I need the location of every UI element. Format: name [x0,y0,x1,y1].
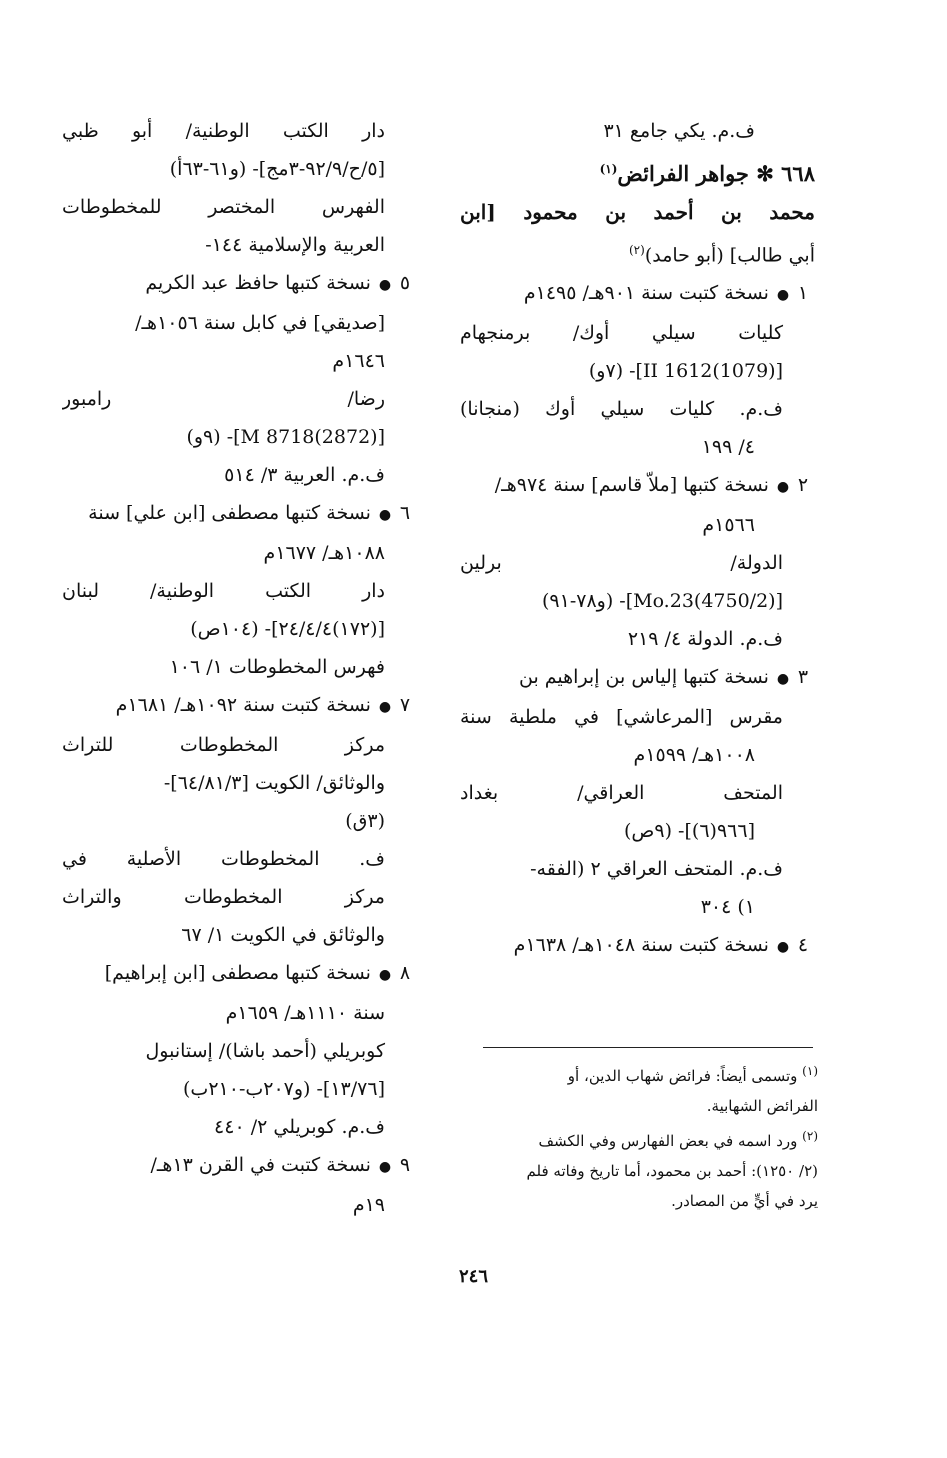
library-line: المتحف العراقي/ بغداد [460,782,783,805]
entry-title: جواهر الفرائض [617,161,749,186]
catalog-line: ف.م. العربية ٣/ ٥١٤ [224,464,385,486]
catalog-line: الفهرس المختصر للمخطوطات [62,196,385,218]
library-line: دار الكتب الوطنية/ لبنان [62,580,385,602]
shelfmark-line: [II 1612(1079)]- (٧و) [588,360,783,383]
page-number: ٢٤٦ [458,1266,488,1287]
item-number: ١ [797,282,809,305]
catalog-line: ف.م. كليات سيلي أوك (منجانا) [460,398,783,421]
catalog-line: والوثائق في الكويت ١/ ٦٧ [181,924,385,946]
item-text: نسخة كتبت سنة ١٠٤٨هـ/ ١٦٣٨م [513,934,769,957]
footnote-2-cont: يرد في أيٍّ من المصادر. [671,1192,818,1210]
item-text: نسخة كتبها مصطفى [ابن إبراهيم] [104,962,371,984]
bullet-icon: ● [776,287,790,304]
date-line: ١٠٨٨هـ/ ١٦٧٧م [263,542,385,564]
shelfmark-line: [٥/ح/٩٢/٩-٣مج]- (و٦١-٦٣أ) [169,158,385,180]
bullet-icon: ● [378,967,392,983]
library-line: الدولة/ برلين [460,552,783,575]
item-text: نسخة كتبت سنة ١٠٩٢هـ/ ١٦٨١م [115,694,371,716]
footnote-1-cont: الفرائض الشهابية. [706,1097,818,1115]
item-text: [صديقي] في كابل سنة ١٠٥٦هـ/ [135,312,385,334]
author-kunya: أبي طالب] (أبو حامد)$^{(٢)}$ [628,243,815,267]
item-text: نسخة كتبت سنة ٩٠١هـ/ ١٤٩٥م [523,282,769,305]
item-number: ٨ [399,962,411,984]
library-line: كليات سيلي أوك/ برمنجهام [460,322,783,345]
item-text: مقرس [المرعاشي] في ملطية سنة [460,706,783,729]
catalog-line: ١) ٣٠٤ [700,896,755,919]
shelfmark-line: (٣ق) [345,810,385,832]
footnote-ref: (١) [599,162,618,176]
star-icon: ✻ [756,161,774,186]
catalog-line: فهرس المخطوطات ١/ ١٠٦ [169,656,385,678]
footnote-ref: (٢) [628,243,645,257]
item-number: ٢ [797,474,809,497]
bullet-icon: ● [378,277,392,293]
footnote-2: $^{(٢)}$ ورد اسمه في بعض الفهارس وفي الكشف [538,1129,818,1150]
right-column [460,112,815,966]
catalog-line: ف. المخطوطات الأصلية في [62,848,385,870]
manuscript-item-8 [62,954,417,994]
manuscript-item-6 [62,494,417,534]
date-line: ١٩م [352,1194,385,1216]
item-text: نسخة كتبها [ملاّ قاسم] سنة ٩٧٤هـ/ [494,474,769,497]
catalog-line: العربية والإسلامية ١٤٤- [205,234,385,256]
entry-number: ٦٦٨ [781,161,815,186]
bullet-icon: ● [378,699,392,715]
library-line: دار الكتب الوطنية/ أبو ظبي [62,120,385,142]
catalog-line: مركز المخطوطات والتراث [62,886,385,908]
shelfmark-line: [٩٦٦(٦)]- (٩ص) [624,820,755,843]
manuscript-item-1 [460,274,815,314]
item-text: نسخة كتبها مصطفى [ابن علي] سنة [88,502,371,524]
item-number: ٧ [399,694,411,716]
manuscript-item-5 [62,264,417,304]
catalog-line: ف.م. الدولة ٤/ ٢١٩ [627,628,783,651]
shelfmark-line: [(١٧٢)٢٤/٤/٤]- (١٠٤ص) [190,618,385,640]
library-line: رضا/ رامبور [62,388,385,410]
date-line: ١٦٤٦م [332,350,385,372]
shelfmark-line: [Mo.23(4750/2)]- (و٧٨-٩١) [541,590,783,613]
date-line: ١٠٠٨هـ/ ١٥٩٩م [633,744,755,767]
library-line: مركز المخطوطات للتراث [62,734,385,756]
shelfmark-line: [١٣/٧٦]- (و٢٠٧ب-٢١٠ب) [183,1078,385,1100]
bullet-icon: ● [776,479,790,496]
left-column [62,112,417,1224]
library-line: كوبريلي (أحمد باشا)/ إستانبول [145,1040,385,1062]
date-line: سنة ١١١٠هـ/ ١٦٥٩م [225,1002,385,1024]
item-text: نسخة كتبها حافظ عبد الكريم [145,272,371,294]
catalog-line: ف.م. المتحف العراقي ٢ (الفقه- [530,858,783,881]
manuscript-item-4 [460,926,815,966]
catalog-line: ف.م. كوبريلي ٢/ ٤٤٠ [214,1116,385,1138]
bullet-icon: ● [378,507,392,523]
item-number: ٣ [797,666,809,689]
author-name: محمد بن أحمد بن محمود [ابن [460,200,815,224]
manuscript-item-3 [460,658,815,698]
shelfmark-line: والوثائق/ الكويت [٦٤/٨١/٣]- [163,772,385,794]
footnotes [478,1056,818,1216]
footnote-2-cont: (٢/ ١٢٥٠): أحمد بن محمود، أما تاريخ وفاته فلم [526,1162,818,1180]
item-number: ٥ [399,272,411,294]
item-number: ٩ [399,1154,411,1176]
catalog-reference: ف.م. يكي جامع ٣١ [603,120,755,142]
date-line: ١٥٦٦م [702,514,755,537]
item-text: نسخة كتبها إلياس بن إبراهيم بن [518,666,769,689]
footnote-1: $^{(١)}$ وتسمى أيضاً: فرائض شهاب الدين، أو [567,1064,818,1085]
shelfmark-line: [M 8718(2872)]- (٩و) [186,426,385,448]
bullet-icon: ● [776,671,790,688]
manuscript-item-7 [62,686,417,726]
item-number: ٦ [399,502,411,524]
footnote-separator [483,1047,813,1048]
item-text: نسخة كتبت في القرن ١٣هـ/ [150,1154,371,1176]
entry-heading [460,150,815,193]
bullet-icon: ● [378,1159,392,1175]
manuscript-item-2 [460,466,815,506]
item-number: ٤ [797,934,809,957]
manuscript-item-9 [62,1146,417,1186]
bullet-icon: ● [776,939,790,956]
catalog-line: ٤/ ١٩٩ [701,436,755,459]
